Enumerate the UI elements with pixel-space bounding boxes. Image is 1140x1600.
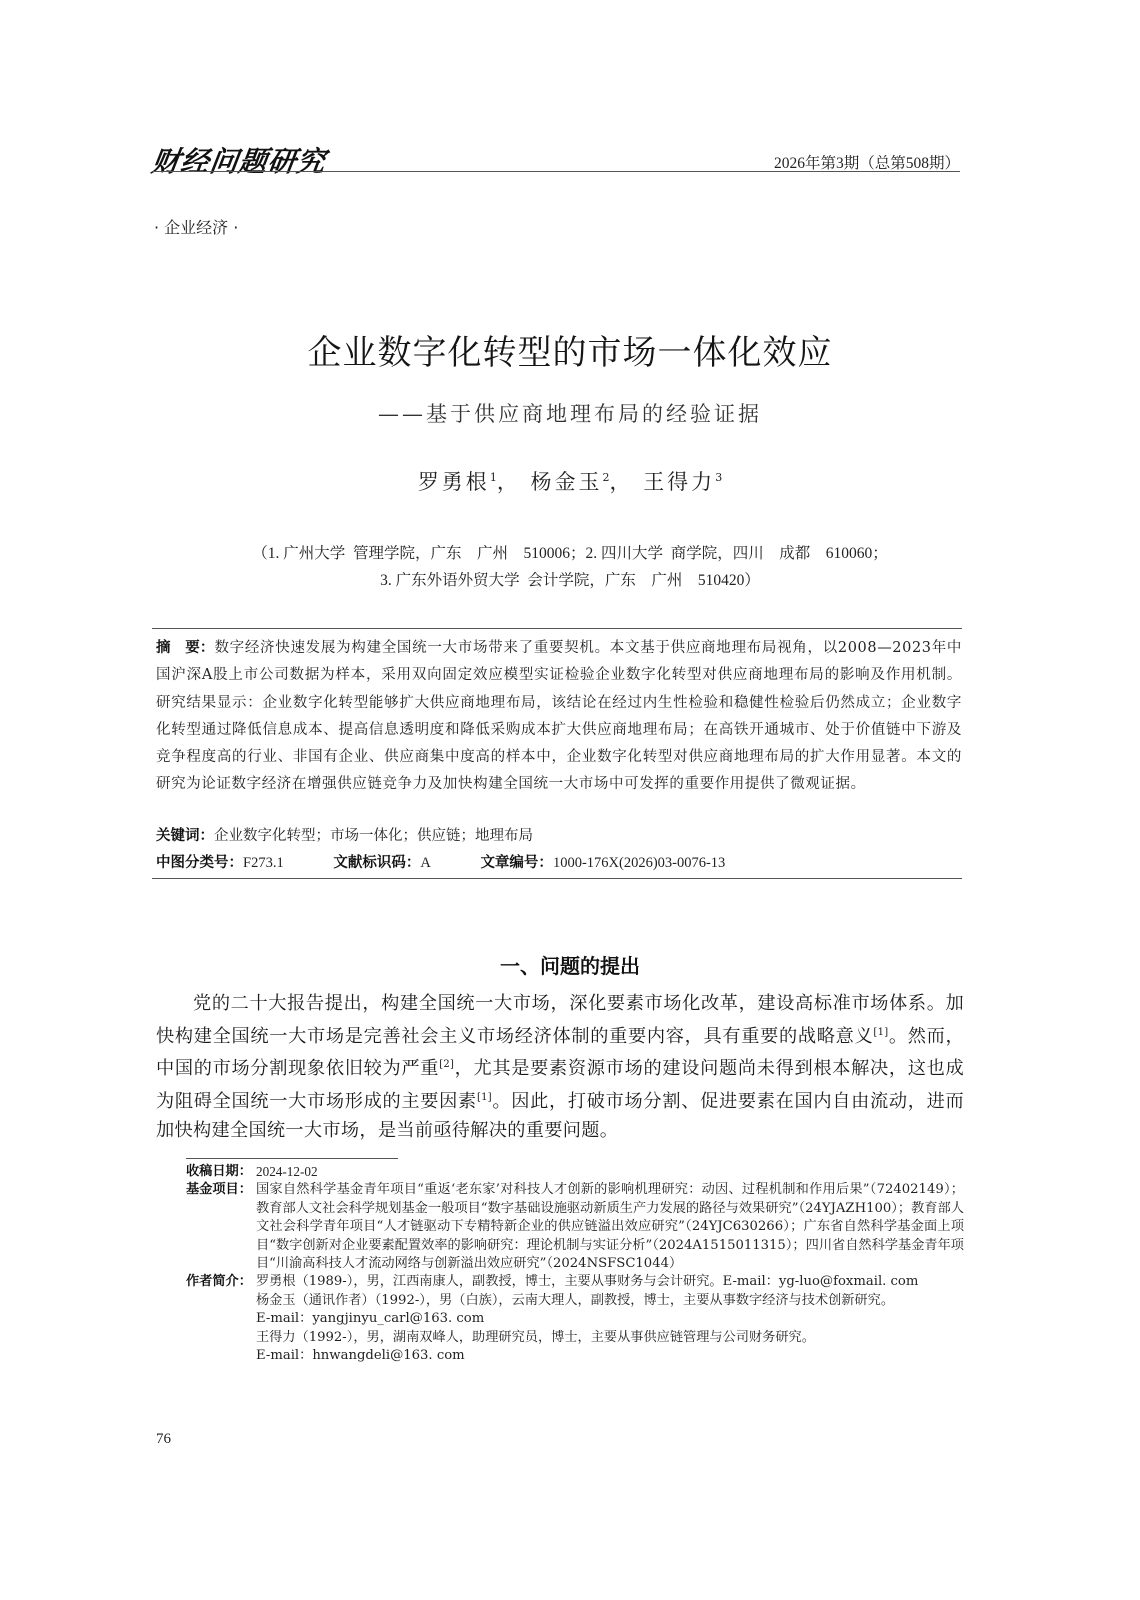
author-bio-line: E-mail：hnwangdeli@163. com — [256, 1348, 465, 1364]
body-paragraph — [156, 990, 964, 1146]
affiliation-line: 3. 广东外语外贸大学 会计学院，广东 广州 510420） — [380, 572, 760, 589]
header-divider — [152, 171, 960, 172]
article-title: 企业数字化转型的市场一体化效应 — [307, 333, 833, 373]
author-bio-label: 作者简介： — [186, 1274, 252, 1290]
abstract-bottom-rule — [152, 878, 962, 879]
author-bio-line: E-mail：yangjinyu_carl@163. com — [256, 1311, 485, 1327]
doc-code-value: A — [420, 855, 431, 871]
author-affiliation-mark: 2 — [602, 471, 610, 484]
affiliations — [0, 540, 1140, 594]
author-bio-line: 王得力（1992-），男，湖南双峰人，助理研究员，博士，主要从事供应链管理与公司财务研究。 — [256, 1329, 815, 1345]
keywords-label: 关键词： — [156, 828, 214, 844]
author-affiliation-mark: 3 — [715, 471, 723, 484]
body-text-segment: 。因此，打破市场分割、促进要素在国内自由流动，进而加快构建全国统一大市场，是当前亟待解决的重要问题。 — [156, 1091, 964, 1141]
author-name: 王得力 — [643, 470, 716, 494]
funding-text: 国家自然科学基金青年项目“重返‘老东家’对科技人才创新的影响机理研究：动因、过程机制和作用后果”（72402149）；教育部人文社会科学规划基金一般项目“数字基础设施驱动新质生产力发展的路径与效果研究”（24YJAZH100）；教育部人文社会科学青年项目“人才链驱动下专精特新企业的供应链溢出效应研究”（24YJC630266）；广东省自然科学基金面上项目“数字创新对企业要素配置效率的影响研究：理论机制与实证分析”（2024A1515011315）；四川省自然科学基金青年项目“川渝高科技人才流动网络与创新溢出效应研究”（2024NSFSC1044） — [256, 1182, 964, 1272]
column-tag: · 企业经济 · — [154, 218, 239, 237]
citation[interactable]: [2] — [439, 1059, 455, 1071]
author-bio-line: 罗勇根（1989-），男，江西南康人，副教授，博士，主要从事财务与会计研究。E-mail：yg-luo@foxmail. com — [256, 1274, 919, 1290]
author-affiliation-mark: 1 — [489, 471, 497, 484]
issue-info: 2026年第3期（总第508期） — [773, 155, 960, 172]
funding — [186, 1181, 964, 1273]
clc-value: F273.1 — [243, 855, 284, 871]
author-name: 杨金玉 — [530, 470, 603, 494]
author-separator: ， — [609, 470, 634, 494]
author-bio-line: 杨金玉（通讯作者）（1992-），男（白族），云南大理人，副教授，博士，主要从事数字经济与技术创新研究。 — [256, 1292, 895, 1308]
abstract — [156, 635, 962, 799]
author-separator: ， — [496, 470, 521, 494]
abstract-top-rule — [152, 628, 962, 629]
affiliation-line: （1. 广州大学 管理学院，广东 广州 510006；2. 四川大学 商学院，四川 成都 610060； — [252, 545, 888, 562]
author-list — [0, 466, 1140, 496]
author-bio — [186, 1273, 964, 1365]
article-number-label: 文章编号： — [480, 855, 553, 871]
abstract-label: 摘 要： — [156, 640, 215, 656]
abstract-text: 数字经济快速发展为构建全国统一大市场带来了重要契机。本文基于供应商地理布局视角，以2008—2023年中国沪深A股上市公司数据为样本，采用双向固定效应模型实证检验企业数字化转型对供应商地理布局的影响及作用机制。研究结果显示：企业数字化转型能够扩大供应商地理布局，该结论在经过内生性检验和稳健性检验后仍然成立；企业数字化转型通过降低信息成本、提高信息透明度和降低采购成本扩大供应商地理布局；在高铁开通城市、处于价值链中下游及竞争程度高的行业、非国有企业、供应商集中度高的样本中，企业数字化转型对供应商地理布局的扩大作用显著。本文的研究为论证数字经济在增强供应链竞争力及加快构建全国统一大市场中可发挥的重要作用提供了微观证据。 — [156, 640, 963, 793]
body-text-segment: 。然而，中国的市场分割现象依旧较为严重 — [156, 1025, 965, 1080]
citation[interactable]: [1] — [476, 1092, 493, 1104]
body-text-segment: ，尤其是要素资源市场的建设问题尚未得到根本解决，这也成为阻碍全国统一大市场形成的主要因素 — [156, 1058, 964, 1113]
article-subtitle: ——基于供应商地理布局的经验证据 — [378, 402, 762, 426]
received-value: 2024-12-02 — [256, 1164, 318, 1179]
footnotes — [186, 1163, 964, 1365]
classification-line — [156, 851, 725, 872]
keywords — [156, 824, 533, 845]
article-number-value: 1000-176X(2026)03-0076-13 — [552, 855, 726, 871]
body-text-segment: 党的二十大报告提出，构建全国统一大市场，深化要素市场化改革，建设高标准市场体系。加快构建全国统一大市场是完善社会主义市场经济体制的重要内容，具有重要的战略意义 — [156, 993, 964, 1047]
page-number: 76 — [156, 1431, 171, 1447]
received-date — [186, 1163, 964, 1181]
author-name: 罗勇根 — [417, 470, 490, 494]
footnote-divider — [186, 1158, 398, 1159]
author-bio-lines — [256, 1273, 964, 1365]
funding-label: 基金项目： — [186, 1182, 252, 1198]
section-heading: 一、问题的提出 — [500, 954, 640, 978]
received-label: 收稿日期： — [186, 1164, 252, 1179]
keywords-text: 企业数字化转型；市场一体化；供应链；地理布局 — [214, 828, 533, 844]
journal-logo: 财经问题研究 — [149, 145, 329, 178]
citation[interactable]: [1] — [873, 1026, 889, 1038]
clc-label: 中图分类号： — [156, 855, 243, 871]
doc-code-label: 文献标识码： — [333, 855, 421, 871]
